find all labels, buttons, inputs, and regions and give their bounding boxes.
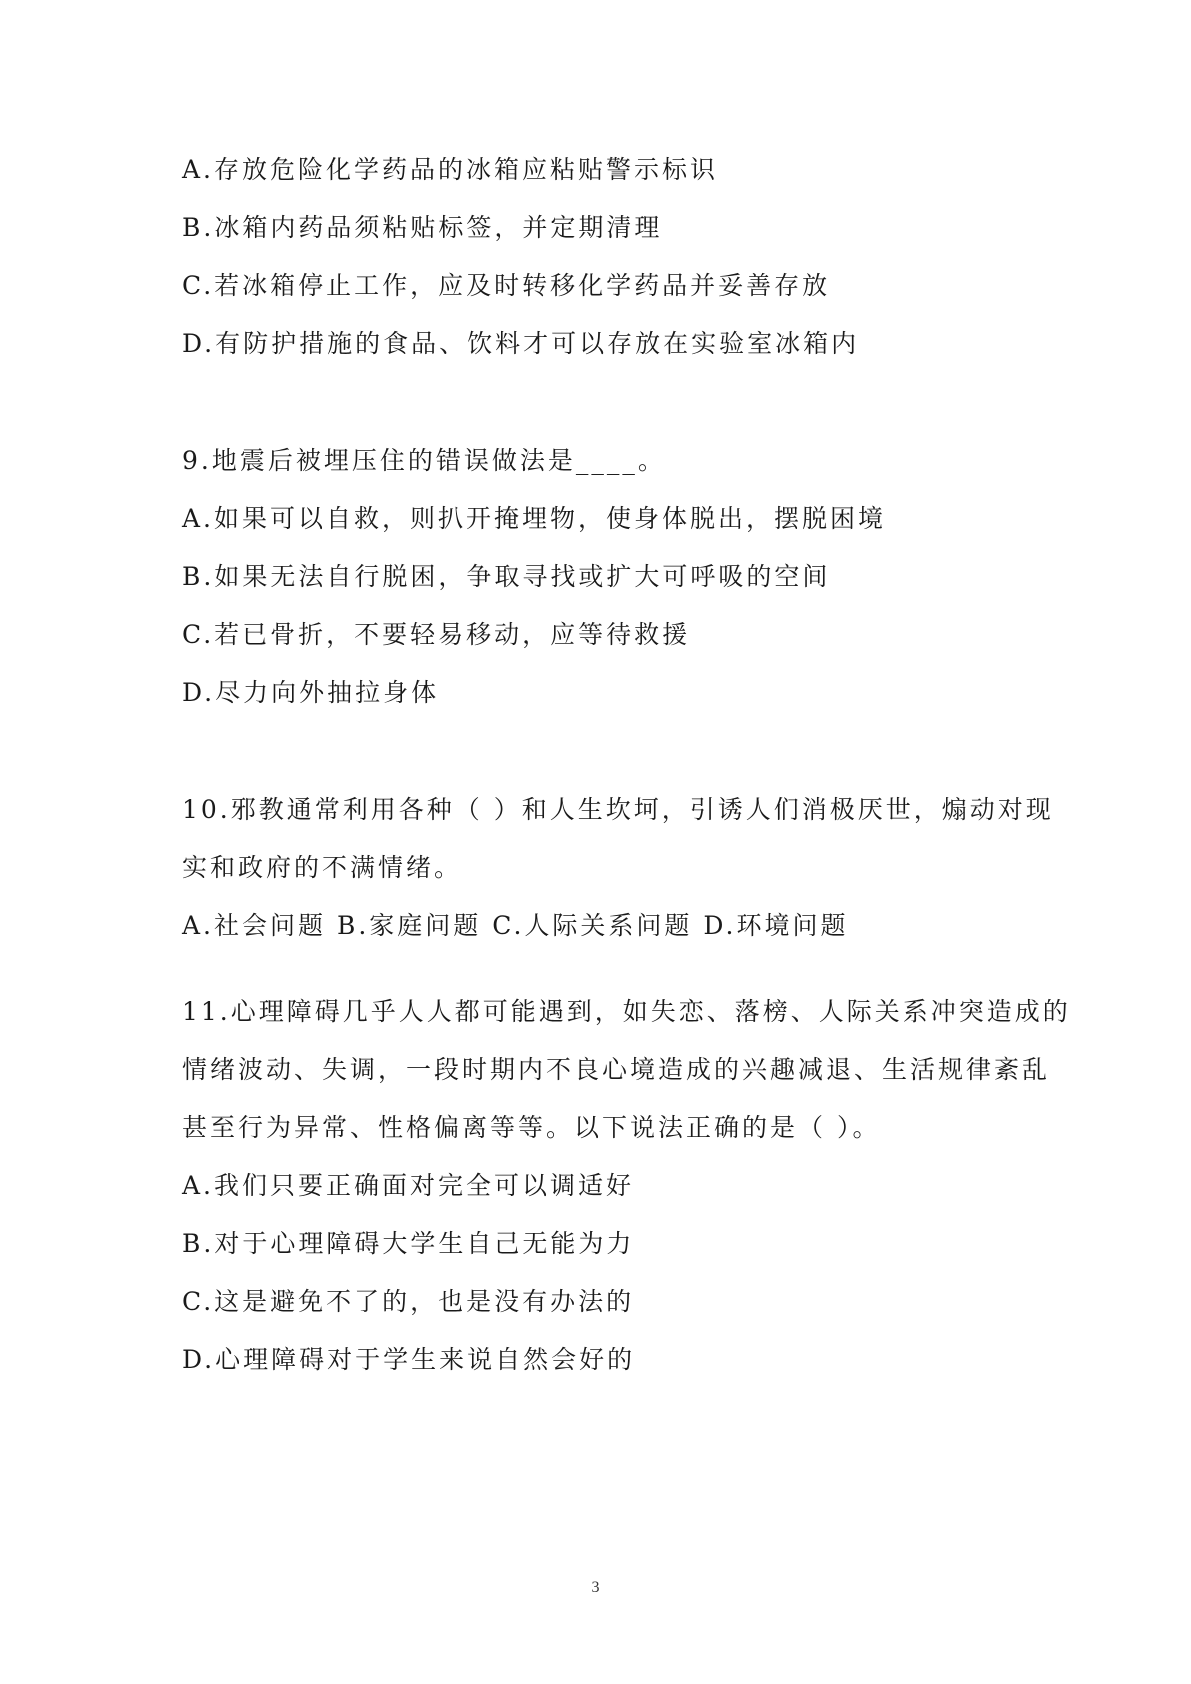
q11-question-line-1: 11.心理障碍几乎人人都可能遇到，如失恋、落榜、人际关系冲突造成的 (182, 997, 1071, 1026)
q11-option-a: A.我们只要正确面对完全可以调适好 (182, 1171, 635, 1200)
q9-option-c: C.若已骨折，不要轻易移动，应等待救援 (182, 620, 691, 649)
q11-option-c: C.这是避免不了的，也是没有办法的 (182, 1287, 635, 1316)
q9-question: 9.地震后被埋压住的错误做法是____。 (182, 446, 666, 475)
q11-question-line-2: 情绪波动、失调，一段时期内不良心境造成的兴趣减退、生活规律紊乱 (182, 1055, 1051, 1084)
page-number: 3 (591, 1579, 600, 1596)
q10-options: A.社会问题 B.家庭问题 C.人际关系问题 D.环境问题 (182, 911, 849, 940)
q11-question-line-3: 甚至行为异常、性格偏离等等。以下说法正确的是（ ）。 (182, 1113, 881, 1142)
q9-option-b: B.如果无法自行脱困，争取寻找或扩大可呼吸的空间 (182, 562, 831, 591)
q8-option-b: B.冰箱内药品须粘贴标签，并定期清理 (182, 213, 663, 242)
q11-option-b: B.对于心理障碍大学生自己无能为力 (182, 1229, 635, 1258)
q8-option-c: C.若冰箱停止工作，应及时转移化学药品并妥善存放 (182, 271, 831, 300)
q9-option-a: A.如果可以自救，则扒开掩埋物，使身体脱出，摆脱困境 (182, 504, 887, 533)
q9-option-d: D.尽力向外抽拉身体 (182, 678, 440, 707)
q8-option-a: A.存放危险化学药品的冰箱应粘贴警示标识 (182, 155, 719, 184)
q8-option-d: D.有防护措施的食品、饮料才可以存放在实验室冰箱内 (182, 329, 860, 358)
q10-question-line-1: 10.邪教通常利用各种（ ）和人生坎坷，引诱人们消极厌世，煽动对现 (182, 795, 1054, 824)
q11-option-d: D.心理障碍对于学生来说自然会好的 (182, 1345, 636, 1374)
q10-question-line-2: 实和政府的不满情绪。 (182, 853, 463, 882)
